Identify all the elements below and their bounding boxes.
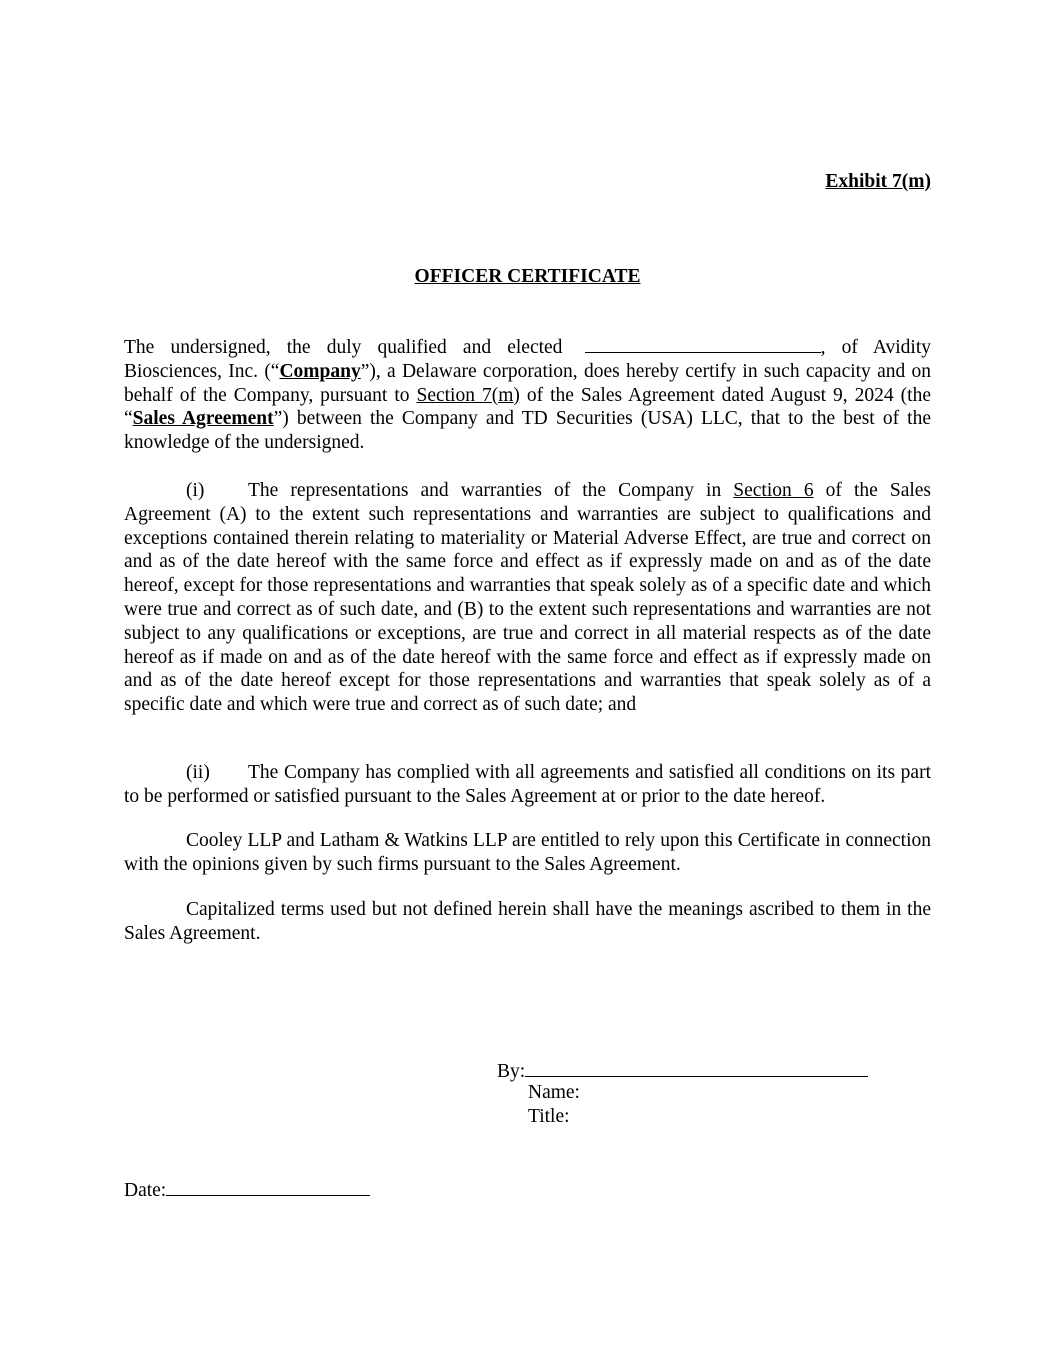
by-label: By:	[497, 1061, 526, 1082]
intro-text-5: ”) between the Company and TD Securities (USA) LLC, that to the best of the knowledge of the undersigned.	[124, 408, 931, 454]
date-label: Date:	[124, 1180, 167, 1201]
signature-title-label: Title:	[528, 1106, 570, 1127]
intro-paragraph	[124, 336, 931, 455]
intro-text-1: The undersigned, the duly qualified and elected	[124, 337, 563, 358]
item-ii-number: (ii)	[186, 762, 210, 783]
defined-term-company: Company	[279, 360, 361, 382]
reliance-text: Cooley LLP and Latham & Watkins LLP are entitled to rely upon this Certificate in connection with the opinions given by such firms pursuant to the Sales Agreement.	[124, 830, 931, 875]
signature-line	[525, 1058, 868, 1077]
intro-text-3: ”), a Delaware corporation, does hereby certify in such capacity and on behalf of the Company, pursuant to	[124, 360, 931, 406]
section-7m-reference: Section 7(m)	[416, 384, 520, 406]
item-i-text-1: The representations and warranties of the Company in	[248, 480, 734, 501]
signature-name-label: Name:	[528, 1082, 580, 1103]
reliance-paragraph	[124, 829, 931, 877]
signature-by	[497, 1058, 868, 1084]
capitalized-terms-text: Capitalized terms used but not defined herein shall have the meanings ascribed to them in the Sales Agreement.	[124, 899, 931, 944]
exhibit-label: Exhibit 7(m)	[825, 171, 931, 192]
intro-text-4: of the Sales Agreement dated August 9, 2024 (the “	[124, 384, 931, 430]
date-line	[166, 1177, 370, 1196]
officer-title-blank	[585, 336, 821, 353]
page-title: OFFICER CERTIFICATE	[414, 266, 641, 287]
section-6-reference: Section 6	[733, 480, 814, 501]
item-i-paragraph	[124, 479, 931, 717]
defined-term-sales-agreement: Sales Agreement	[132, 408, 274, 430]
item-ii-paragraph	[124, 761, 931, 809]
intro-text-2: , of Avidity Biosciences, Inc. (“	[124, 337, 931, 382]
item-i-number: (i)	[186, 480, 205, 501]
item-ii-text: The Company has complied with all agreements and satisfied all conditions on its part to be performed or satisfied pursuant to the Sales Agreement at or prior to the date hereof.	[124, 762, 931, 807]
capitalized-terms-paragraph	[124, 898, 931, 946]
item-i-text-2: of the Sales Agreement (A) to the extent such representations and warranties are subject to qualifications and exceptions contained therein relating to materiality or Material Adverse Effect, are true and correct on and as of the date hereof with the same force and effect as if expressly made on and as of the date hereof, except for those representations and warranties that speak solely as of a specific date and which were true and correct as of such date, and (B) to the extent such representations and warranties are not subject to any qualifications or exceptions, are true and correct in all material respects as of the date hereof as if made on and as of the date hereof with the same force and effect as if expressly made on and as of the date hereof except for those representations and warranties that speak solely as of a specific date and which were true and correct as of such date; and	[124, 480, 932, 716]
date-field	[124, 1177, 370, 1203]
